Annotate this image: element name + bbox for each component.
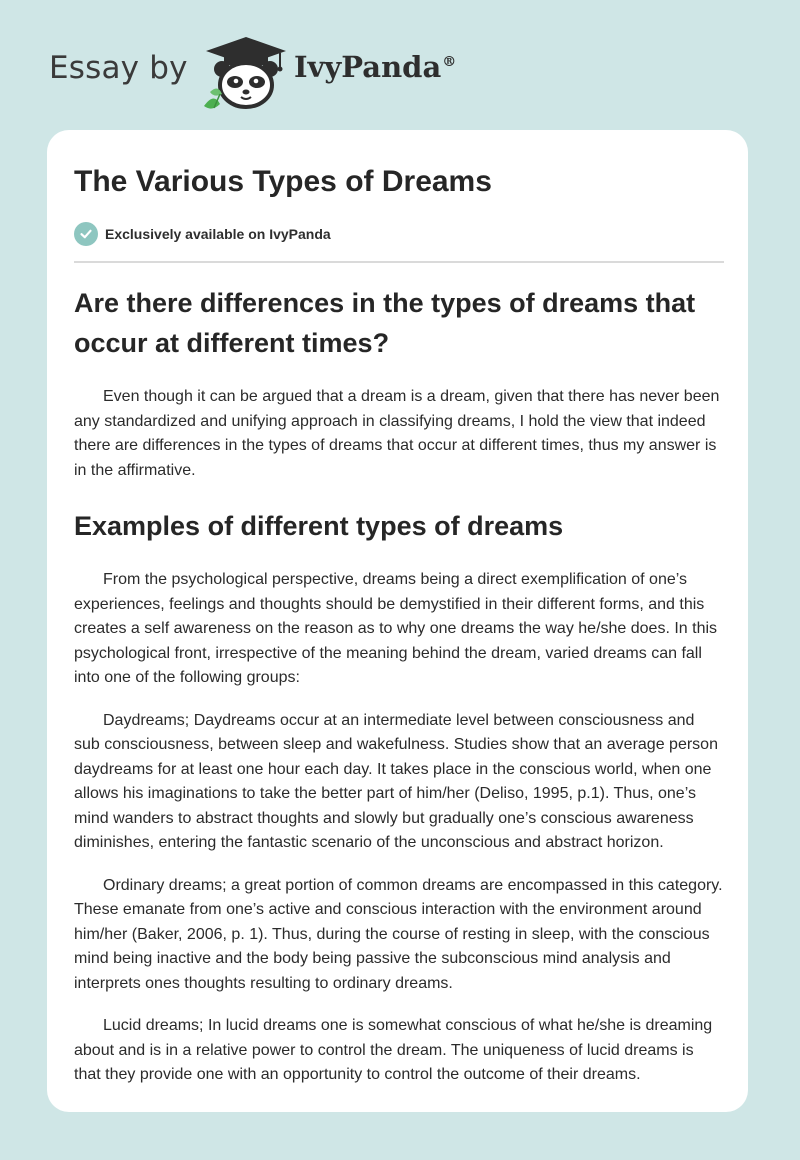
section-heading: Are there differences in the types of dreams that occur at different times? [74, 288, 696, 358]
paragraph: Even though it can be argued that a dream is a dream, given that there has never been any standardized and unifying approach in classifying dreams, I hold the view that indeed there are differences in the types of dreams that occur at different times, thus my answer is in the affirmative. [74, 388, 720, 479]
exclusive-label: Exclusively available on IvyPanda [105, 226, 331, 242]
section-heading: Examples of different types of dreams [74, 511, 564, 541]
check-icon [74, 222, 98, 246]
paragraph: Lucid dreams; In lucid dreams one is somewhat conscious of what he/she is dreaming about and is in a relative power to control the dream. The uniqueness of lucid dreams is that they provide one with an opportunity to control the outcome of their dreams. [74, 1017, 713, 1083]
paragraph: Daydreams; Daydreams occur at an intermediate level between consciousness and sub consciousness, between sleep and wakefulness. Studies show that an average person daydreams for at least one hour each day. It takes place in the conscious world, when one allows his imaginations to take the better part of him/her (Deliso, 1995, p.1). Thus, one’s mind wanders to abstract thoughts and slowly but gradually one’s conscious awareness diminishes, entering the fantastic scenario of the unconscious and abstract horizon. [74, 711, 718, 851]
registered-mark: ® [442, 54, 457, 71]
brand-name-text: IvyPanda [294, 50, 442, 84]
article-title: The Various Types of Dreams [74, 165, 492, 198]
brand-name [294, 50, 456, 84]
paragraph: Ordinary dreams; a great portion of common dreams are encompassed in this category. These emanate from one’s active and conscious interaction with the environment around him/her (Baker, 2006, p. 1). Thus, during the course of resting in sleep, with the conscious mind being inactive and the body being passive the subconscious mind analysis and interprets ones thoughts resulting to ordinary dreams. [74, 876, 723, 992]
essay-by-label: Essay by [49, 50, 188, 86]
exclusive-badge [74, 222, 331, 246]
article-content [74, 278, 724, 1088]
paragraph: From the psychological perspective, dreams being a direct exemplification of one’s experiences, feelings and thoughts should be demystified in their different forms, and this creates a self awareness on the reason as to why one dreams the way he/she does. In this psychological front, irrespective of the meaning behind the dream, varied dreams can fall into one of the following groups: [74, 571, 718, 686]
article-card [47, 130, 748, 1112]
title-divider [74, 261, 724, 263]
panda-graduate-icon [200, 34, 292, 110]
site-header [0, 0, 800, 130]
